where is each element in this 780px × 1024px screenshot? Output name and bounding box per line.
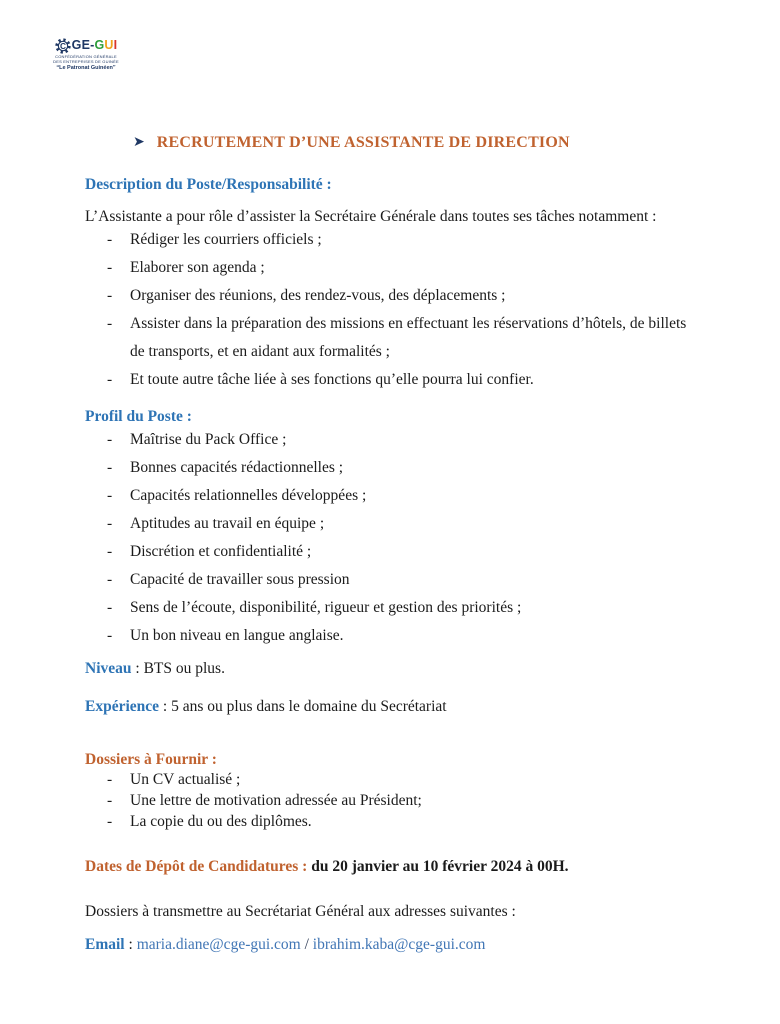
email-slash-separator: / (300, 936, 313, 953)
dash-bullet: - (107, 813, 113, 830)
niveau-value: BTS ou plus. (143, 660, 225, 677)
arrow-bullet-icon: ➤ (133, 135, 145, 150)
list-item: - Aptitudes au travail en équipe ; (107, 510, 702, 538)
list-item: - Un bon niveau en langue anglaise. (107, 622, 702, 650)
experience-line (85, 697, 702, 716)
list-item: - Et toute autre tâche liée à ses fonctions qu’elle pourra lui confier. (107, 366, 702, 394)
list-item: - Discrétion et confidentialité ; (107, 538, 702, 566)
niveau-line (85, 659, 702, 678)
cge-gui-logo (44, 38, 128, 72)
document-content (85, 134, 702, 954)
page-title (133, 134, 702, 152)
dash-bullet: - (107, 371, 113, 388)
email-address-1[interactable]: maria.diane@cge-gui.com (136, 936, 301, 953)
list-item: - Maîtrise du Pack Office ; (107, 426, 702, 454)
email-line (85, 935, 702, 954)
list-item: - Organiser des réunions, des rendez-vous, des déplacements ; (107, 282, 702, 310)
list-item: - Une lettre de motivation adressée au Président; (107, 792, 422, 809)
dash-bullet: - (107, 543, 113, 560)
email-separator: : (124, 936, 137, 953)
logo-tagline: “Le Patronat Guinéen” (56, 65, 116, 72)
list-item: - Capacité de travailler sous pression (107, 566, 702, 594)
niveau-label: Niveau (85, 660, 132, 677)
transmission-line: Dossiers à transmettre au Secrétariat Général aux adresses suivantes : (85, 903, 516, 920)
list-item: - Rédiger les courriers officiels ; (107, 226, 702, 254)
email-address-2[interactable]: ibrahim.kaba@cge-gui.com (312, 936, 486, 953)
gear-icon (55, 38, 71, 54)
description-intro: L’Assistante a pour rôle d’assister la Secrétaire Générale dans toutes ses tâches notamment : (85, 208, 657, 225)
email-label: Email (85, 936, 125, 953)
dash-bullet: - (107, 231, 113, 248)
experience-separator: : (159, 698, 172, 715)
list-item: - La copie du ou des diplômes. (107, 813, 312, 830)
logo-letter-i: I (113, 38, 118, 53)
dash-bullet: - (107, 571, 113, 588)
list-item: - Elaborer son agenda ; (107, 254, 702, 282)
dates-line (85, 857, 702, 876)
logo-brand (44, 38, 128, 54)
dash-bullet: - (107, 599, 113, 616)
logo-letter-u: U (104, 38, 114, 53)
dash-bullet: - (107, 459, 113, 476)
experience-value: 5 ans ou plus dans le domaine du Secrétariat (171, 698, 447, 715)
dash-bullet: - (107, 431, 113, 448)
dates-label: Dates de Dépôt de Candidatures : (85, 858, 308, 875)
dash-bullet: - (107, 287, 113, 304)
experience-label: Expérience (85, 698, 160, 715)
niveau-separator: : (131, 660, 144, 677)
dash-bullet: - (107, 627, 113, 644)
logo-letter-c: C (59, 41, 66, 51)
dash-bullet: - (107, 771, 113, 788)
description-list (85, 226, 702, 394)
section-heading-profil: Profil du Poste : (85, 408, 192, 425)
logo-letters-ge: GE- (71, 38, 95, 53)
section-heading-description: Description du Poste/Responsabilité : (85, 176, 332, 193)
dash-bullet: - (107, 259, 113, 276)
logo-subtitle-line2: DES ENTREPRISES DE GUINÉE (53, 59, 119, 65)
list-item: - Assister dans la préparation des missions en effectuant les réservations d’hôtels, de billets de transports, et en aidant aux formalités ; (107, 310, 702, 366)
list-item: - Sens de l’écoute, disponibilité, rigueur et gestion des priorités ; (107, 594, 702, 622)
logo-letter-g: G (94, 38, 105, 53)
dossiers-list (85, 769, 702, 832)
logo-subtitle-line1: CONFÉDÉRATION GÉNÉRALE (55, 54, 117, 59)
list-item: - Capacités relationnelles développées ; (107, 482, 702, 510)
dash-bullet: - (107, 315, 113, 332)
list-item: - Bonnes capacités rédactionnelles ; (107, 454, 702, 482)
profil-list (85, 426, 702, 650)
section-heading-dossiers: Dossiers à Fournir : (85, 751, 217, 768)
dash-bullet: - (107, 487, 113, 504)
dash-bullet: - (107, 792, 113, 809)
dates-value: du 20 janvier au 10 février 2024 à 00H. (311, 858, 569, 875)
page-title-text: RECRUTEMENT D’UNE ASSISTANTE DE DIRECTION (156, 134, 570, 151)
list-item: - Un CV actualisé ; (107, 771, 241, 788)
dash-bullet: - (107, 515, 113, 532)
